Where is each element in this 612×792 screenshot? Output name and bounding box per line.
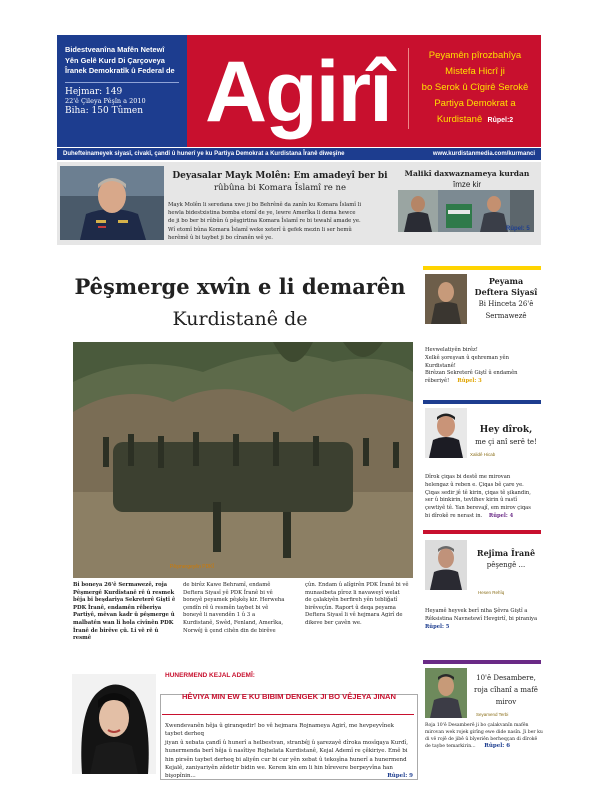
sidebar-2-photo	[425, 408, 467, 458]
main-line: Îranê de birêve çû. Li vê rê û resmê	[73, 627, 159, 642]
sidebar-2-title-2: me çi anî serê te!	[475, 438, 537, 446]
divider	[65, 82, 179, 83]
tagline-bar	[57, 148, 541, 160]
sidebar-2-title-1: Hey dîrok,	[479, 425, 533, 435]
sidebar-bar-red	[423, 530, 541, 534]
teaser-line-1: Peyamên pîrozbahîya	[428, 50, 522, 61]
main-line: Partiyê, mêvan kadr û pêşmerge û	[73, 612, 175, 619]
sidebar-bar-blue	[423, 400, 541, 404]
mullen-title-2: rûbûna bi Komara Îslamî re ne	[213, 183, 347, 193]
interview-line: Kejalê, zaniyariyên zêdetir bidin we. Kerem kin em li hin bîrevere berpeyvîna han	[165, 765, 393, 772]
sidebar-2-text	[425, 474, 541, 521]
interview-label: HUNERMEND KEJAL ADEMÎ:	[165, 672, 255, 679]
teaser-page-ref: Rûpel:2	[487, 117, 514, 124]
sidebar-line: Çiqas sedir jê tê kirin, çiqas tê şikandin,	[425, 489, 531, 496]
mullen-line: Mayk Molên li seredana xwe ji bo Behrênê da zanîn ku Komara Îslamî li	[168, 202, 362, 208]
sidebar-4-title-1: 10'ê Desambere,	[476, 674, 536, 682]
maliki-page-ref[interactable]: Rûpel: 5	[506, 226, 530, 232]
masthead-info-box	[57, 35, 187, 147]
maliki-headline[interactable]	[395, 168, 539, 190]
main-line: birêveçûn. Raport û deqa peyama	[305, 604, 396, 611]
sidebar-line: helengaz û reben e. Çiqas bê çare ye.	[425, 481, 524, 488]
sidebar-line: di vê rojê de jibê û bîyeriên berheqçan di dîrokê	[425, 737, 538, 742]
main-line: Bi boneya 26'ê Sermawezê, roja	[73, 582, 168, 588]
main-line: Norwêj û çend cihên din de birêve	[183, 627, 276, 634]
mullen-line: Wî etomî bûna Komara Îslamî weke xeterî û gefek mezin li ser hemû	[168, 226, 352, 233]
sidebar-3-author: Hesen Rehîq	[478, 590, 505, 595]
mullen-line: herêmê û bi taybet ji bo cîranên wê ye.	[168, 234, 273, 241]
teaser-line-2: Mistefa Hicrî ji	[445, 66, 505, 77]
sidebar-4-photo	[425, 668, 467, 718]
sidebar-2-title[interactable]	[470, 424, 542, 448]
sidebar-4-text	[425, 722, 543, 750]
sidebar-line: Dîrok çiqas bi destê me mirovan	[425, 474, 511, 480]
sidebar-line: çewtiyê tê. Yan berevajî, em mirov çiqas	[425, 505, 531, 512]
issue-price: Biha: 150 Tûmen	[65, 105, 144, 116]
main-line: bêja bi beşdariya Sekreterê Giştî ê	[73, 597, 176, 604]
sidebar-line: Roja 10'ê Desamberê ji bo çalakvanîn mafên	[425, 723, 529, 728]
divider	[162, 714, 414, 715]
sidebar-1-title[interactable]	[470, 276, 542, 322]
photo-caption: Pêşmergeyên PDKÎ	[170, 564, 214, 570]
sidebar-3-title-1: Rejîma Îranê	[476, 548, 536, 558]
sidebar-4-title-3: mirov	[495, 698, 517, 706]
main-line: PDK Îranê, endamên rêberiya	[73, 604, 162, 611]
sidebar-4-page-ref[interactable]: Rûpel: 6	[484, 743, 511, 749]
interview-line: hunermenda berî hêja û nasîtiye Rojhelata Kurdistanê, Kejal Ademî re çêkiriye. Emê bi	[165, 748, 408, 755]
maliki-title: Malikî daxwaznameya kurdan	[404, 169, 530, 178]
sidebar-3-title[interactable]	[470, 548, 542, 571]
main-line: çûn. Endam û alîgirên PDK Îranê bi vê	[305, 582, 409, 588]
sidebar-1-title-2: Deftera Siyasî	[474, 287, 538, 297]
main-headline[interactable]: Pêşmerge xwîn e li demarên	[74, 274, 406, 299]
sidebar-line: Birêzan Sekreterê Giştî û endamên	[425, 370, 518, 377]
sidebar-3-page-ref[interactable]: Rûpel: 5	[425, 623, 450, 630]
sidebar-1-title-4: Sermawezê	[485, 312, 527, 320]
interview-body	[165, 722, 413, 781]
sidebar-line: Kurdistanê!	[425, 362, 456, 369]
mullen-line: hewla bidestxistina bomba etomî de ye, lewre Amerîka li dema hewce	[168, 210, 356, 217]
main-line: malbatên wan li hola civînên PDK	[73, 619, 174, 626]
main-line: boneyê li navendên 1 û 3 a	[183, 612, 256, 619]
masthead-teaser[interactable]	[408, 48, 538, 129]
website-link[interactable]: www.kurdistanmedia.com/kurmanci	[432, 151, 535, 157]
interview-line: taybet derheq	[165, 731, 205, 738]
main-line: de çalakiyên berfireh yên tebliğatî	[305, 597, 398, 604]
peshmerga-photo	[73, 342, 413, 578]
interview-page-ref[interactable]: Rûpel: 9	[387, 773, 413, 780]
sidebar-1-title-1: Peyama	[488, 276, 524, 286]
issue-number: Hejmar: 149	[65, 86, 123, 97]
issue-date: 22'ê Çileya Pêşîn a 2010	[65, 96, 146, 105]
main-line: Deftera Siyasî li vê hejmara Agirî de	[305, 612, 403, 619]
main-column-3	[305, 582, 413, 628]
mullen-body	[168, 201, 392, 242]
interview-line: hin pirsên taybet derheq bi aliyên cur bi cur yên xebat û tekoşîna hunerî a hunermend	[165, 756, 407, 763]
sidebar-4-title[interactable]	[470, 672, 542, 708]
main-line: de birêz Kawe Behramî, endamê	[183, 582, 271, 588]
main-column-2	[183, 582, 293, 635]
sidebar-2-page-ref[interactable]: Rûpel: 4	[488, 512, 514, 519]
sidebar-1-page-ref[interactable]: Rûpel: 3	[457, 378, 482, 385]
main-column-1	[73, 582, 177, 643]
maliki-subtitle: îmze kir	[453, 180, 481, 189]
main-line: Pêşmergê Kurdistanê rê û resmek	[73, 589, 175, 596]
sidebar-bar-yellow	[423, 266, 541, 270]
sidebar-1-photo	[425, 274, 467, 324]
sidebar-line: bi dîrokê re nerast in. Rûpel: 4	[425, 512, 514, 519]
sidebar-line: de taybe temarkirin... Rûpel: 6	[425, 743, 511, 749]
org-slogan: Bidestveanîna Mafên Netewî Yên Gelê Kurd Di Çarçoveya Îranek Demokratîk û Federal de	[65, 45, 175, 75]
teaser-line-5: Kurdistanê Rûpel:2	[436, 114, 514, 125]
sidebar-4-title-2: roja cîhanî a mafê	[474, 686, 538, 694]
interview-headline[interactable]: HÊVIYA MIN EW E KU BIBIM DENGEK JI BO VÊJEYA JINAN	[181, 692, 397, 701]
sidebar-line: rêberiyê! Rûpel: 3	[425, 378, 482, 385]
sidebar-2-author: Xalidê Hicab	[470, 452, 496, 457]
mullen-headline[interactable]	[168, 170, 392, 194]
main-line: dikeve ber çavên we.	[305, 619, 362, 626]
sidebar-line: Xelkê şoreşvan û qehreman yên	[425, 354, 509, 361]
sidebar-bar-purple	[423, 660, 541, 664]
interview-line: jiyan û xebata çandî û hunerî a helbestvan, stranbêj û şarezayê dîroka mosîqaya Kurdî,	[165, 739, 408, 746]
main-line: Kurdistanê, Swêd, Fenland, Amerîka,	[183, 619, 284, 626]
mullen-photo	[60, 166, 164, 240]
sidebar-line: mirovan wek rojek girîng ewe dide nasîn. Ji ber ku	[425, 730, 543, 735]
sidebar-3-photo	[425, 540, 467, 590]
main-line: çendîn rê û resmên taybet bi vê	[183, 604, 269, 611]
teaser-line-4: Partiya Demokrat a	[434, 98, 516, 109]
sidebar-line: Rêksistina Navnetewî Hevgirtî, bi piraniya	[425, 615, 538, 622]
sidebar-line: ser û binkirin, tevlihev kirin û rastî	[425, 497, 518, 504]
kejal-photo	[72, 674, 156, 774]
teaser-line-3: bo Serok û Cîgirê Serokê	[421, 82, 529, 93]
interview-line: Xwendevanên hêja û giranqedir! bo vê hejmara Rojnameya Agirî, me hevpeyvînek	[165, 723, 394, 729]
sidebar-4-author: Seyamend Terbi	[476, 712, 509, 717]
sidebar-line: Hevwelatiyên birêz!	[425, 347, 478, 353]
main-line: Deftera Siyasî yê PDK Îranê bi vê	[183, 589, 273, 596]
main-line: munasibeta pîroz li navaweyî welat	[305, 589, 400, 596]
newspaper-logo: Agirî	[205, 44, 391, 140]
interview-line: bişopînin... Rûpel: 9	[165, 773, 413, 780]
tagline: Duhefteinameyek siyasî, civakî, çandî û hunerî ye ku Partiya Demokrat a Kurdistana Îranê diweşîne	[63, 151, 345, 157]
main-headline-2[interactable]: Kurdistanê de	[172, 308, 308, 330]
sidebar-3-text	[425, 608, 543, 631]
mullen-line: de ji bo ber bi rûbûn û pêşgirtina Komara Îslamî re bi tewahî amade ye.	[168, 218, 361, 225]
sidebar-line: Heyamê heyvek berî niha Şêvra Giştî a	[425, 608, 528, 614]
main-line: boneyê peyamek pêşkêş kir. Herweha	[183, 597, 285, 604]
mullen-title-1: Deyasalar Mayk Molên: Em amadeyî ber bi	[172, 171, 388, 181]
sidebar-1-title-3: Bi Hinceta 26'ê	[478, 300, 534, 308]
sidebar-1-text	[425, 347, 541, 386]
sidebar-3-title-2: pêşengê ...	[486, 561, 526, 569]
